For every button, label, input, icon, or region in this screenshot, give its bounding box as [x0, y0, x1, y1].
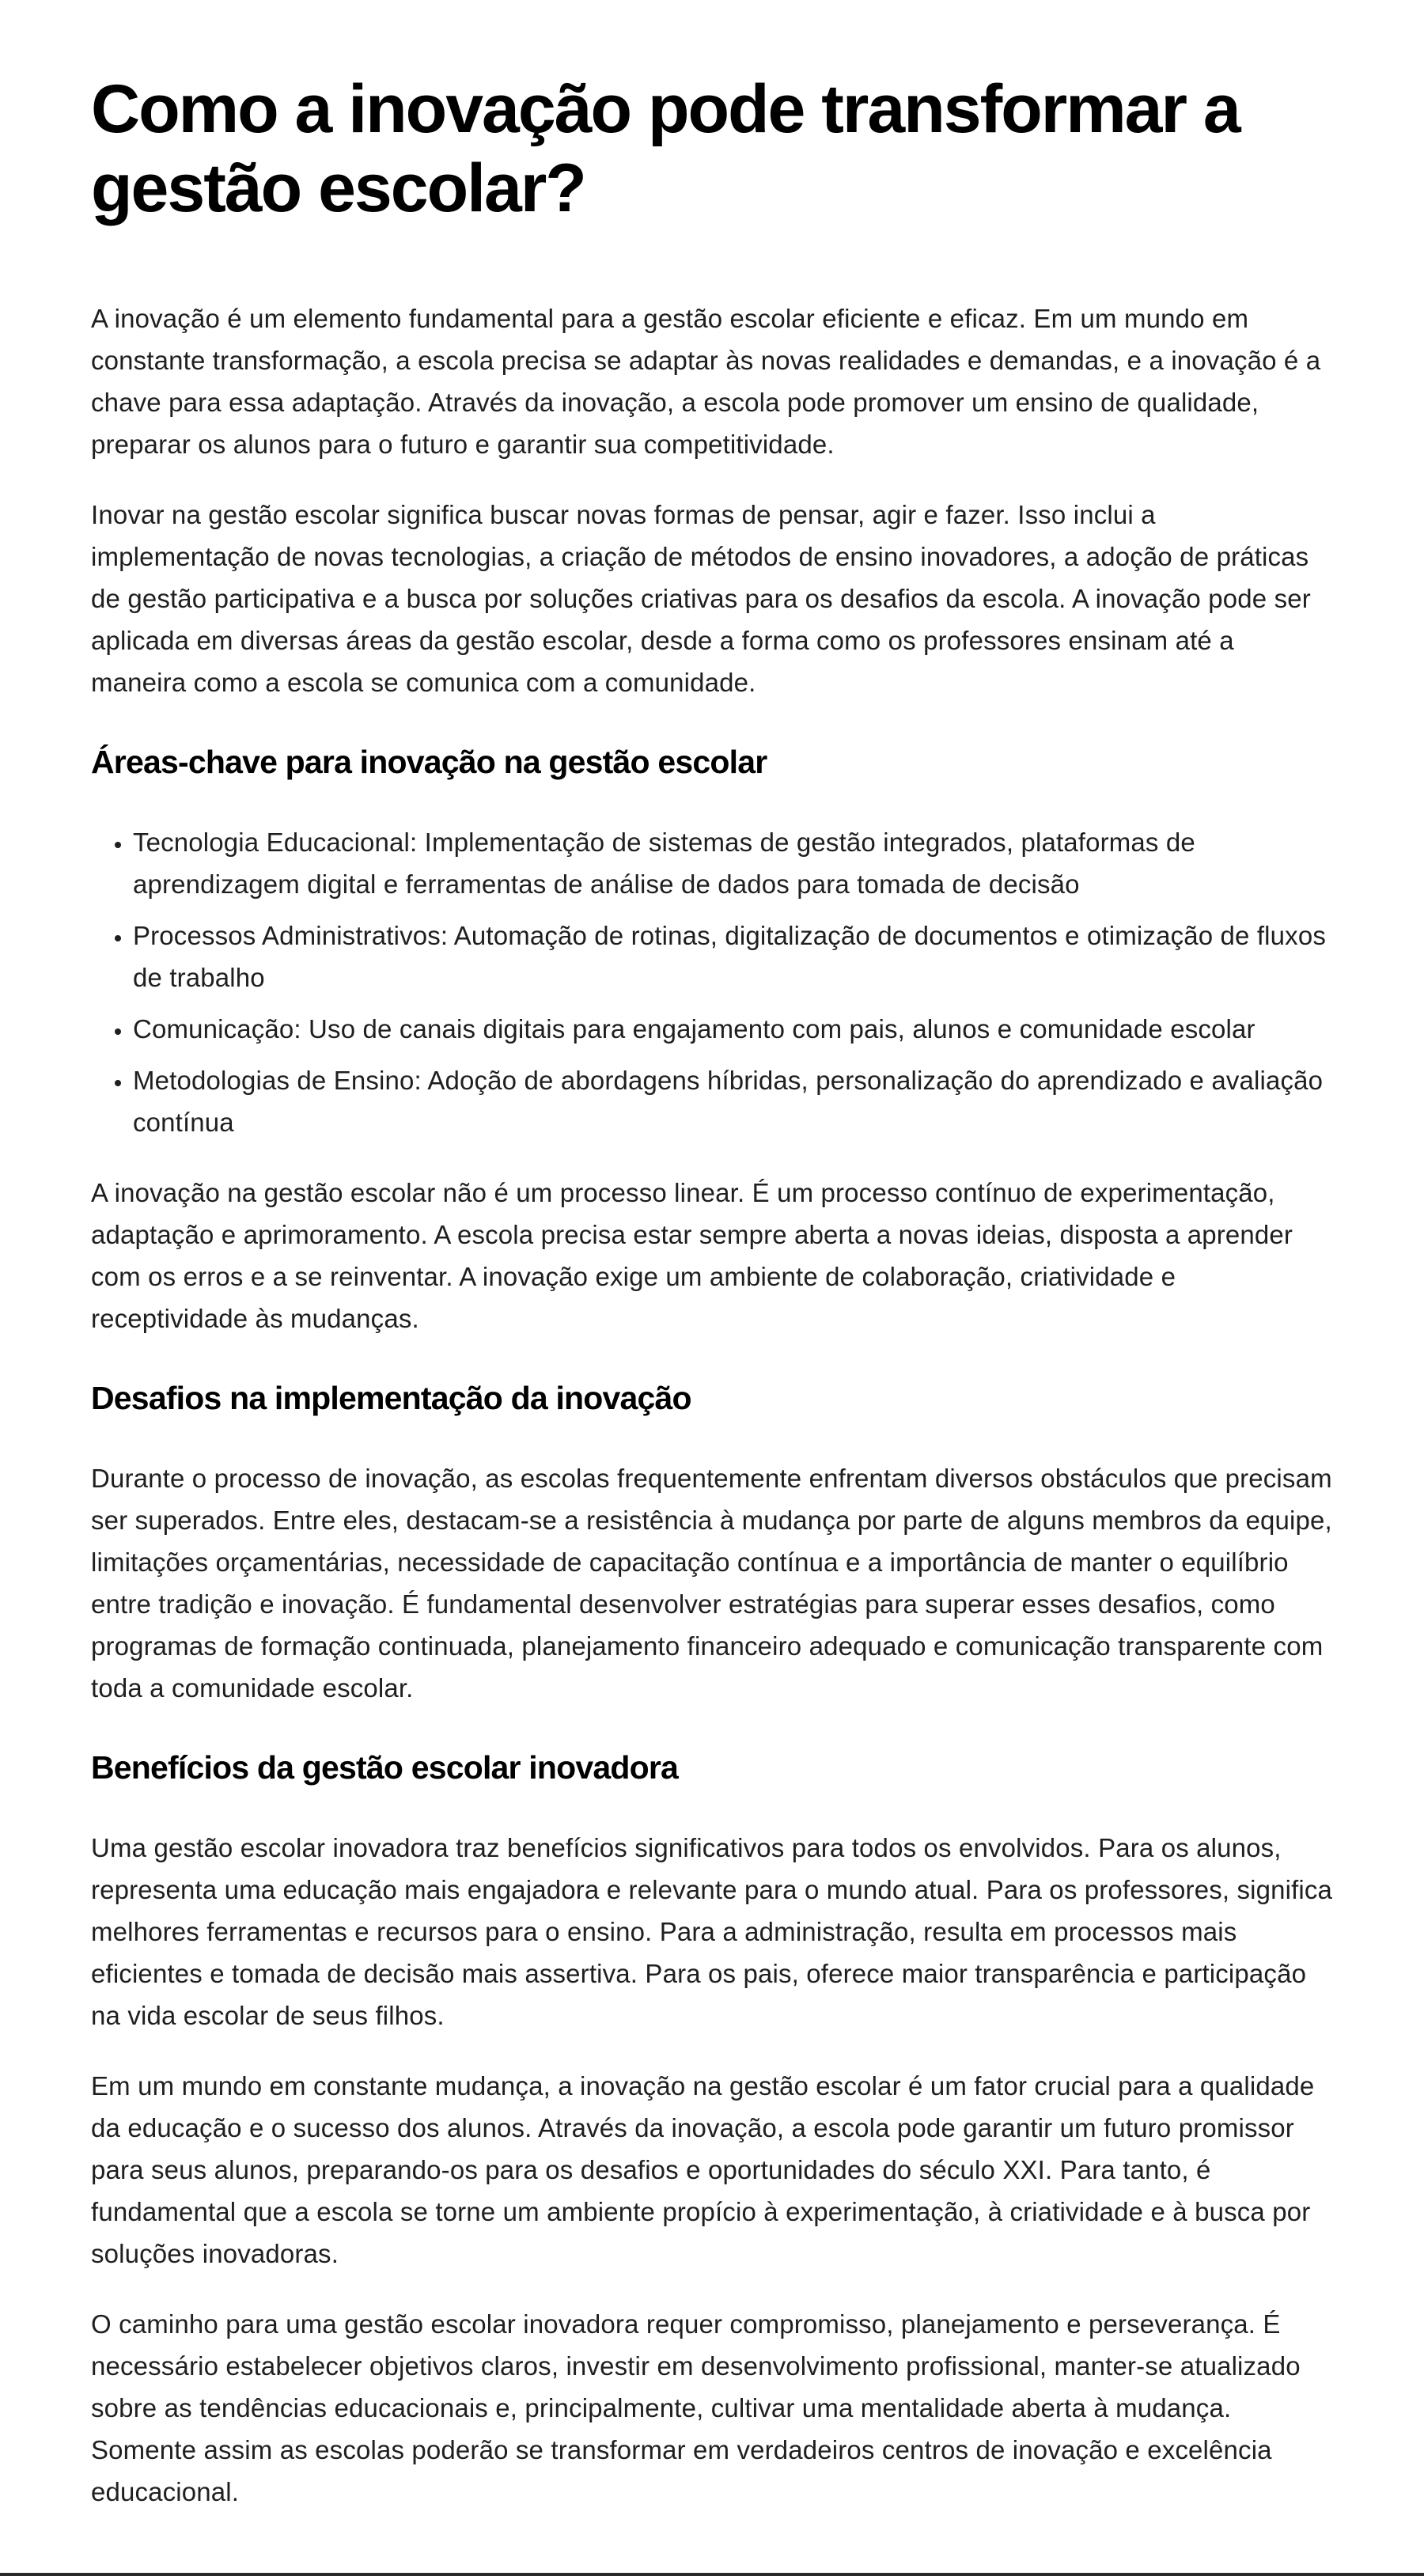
challenges-paragraph: Durante o processo de inovação, as escolas frequentemente enfrentam diversos obstáculos que precisam ser superados. Entre eles, destacam-se a resistência à mudança por parte de alguns membros da equipe, limitações orçamentárias, necessidade de capacitação contínua e a importância de manter o equilíbrio entre tradição e inovação. É fundamental desenvolver estratégias para superar esses desafios, como programas de formação continuada, planejamento financeiro adequado e comunicação transparente com toda a comunidade escolar.	[91, 1464, 1332, 1703]
list-item: • Comunicação: Uso de canais digitais para engajamento com pais, alunos e comunidade escolar	[133, 1008, 1335, 1050]
areas-paragraph: A inovação na gestão escolar não é um processo linear. É um processo contínuo de experimentação, adaptação e aprimoramento. A escola precisa estar sempre aberta a novas ideias, disposta a aprender com os erros e a se reinventar. A inovação exige um ambiente de colaboração, criatividade e receptividade às mudanças.	[91, 1178, 1293, 1333]
list-item: • Processos Administrativos: Automação de rotinas, digitalização de documentos e otimização de fluxos de trabalho	[133, 915, 1335, 998]
list-item: • Metodologias de Ensino: Adoção de abordagens híbridas, personalização do aprendizado e avaliação contínua	[133, 1059, 1335, 1143]
page-title: Como a inovação pode transformar a gestão escolar?	[91, 71, 1240, 226]
section-heading-challenges: Desafios na implementação da inovação	[91, 1380, 691, 1416]
section-heading-areas: Áreas-chave para inovação na gestão escolar	[91, 744, 767, 780]
intro-paragraph: A inovação é um elemento fundamental para a gestão escolar eficiente e eficaz. Em um mundo em constante transformação, a escola precisa se adaptar às novas realidades e demandas, e a inovação é a chave para essa adaptação. Através da inovação, a escola pode promover um ensino de qualidade, preparar os alunos para o futuro e garantir sua competitividade.	[91, 304, 1321, 459]
intro-paragraph: Inovar na gestão escolar significa buscar novas formas de pensar, agir e fazer. Isso inclui a implementação de novas tecnologias, a criação de métodos de ensino inovadores, a adoção de práticas de gestão participativa e a busca por soluções criativas para os desafios da escola. A inovação pode ser aplicada em diversas áreas da gestão escolar, desde a forma como os professores ensinam até a maneira como a escola se comunica com a comunidade.	[91, 500, 1311, 697]
article	[91, 70, 1335, 2541]
benefits-paragraph: Em um mundo em constante mudança, a inovação na gestão escolar é um fator crucial para a qualidade da educação e o sucesso dos alunos. Através da inovação, a escola pode garantir um futuro promissor para seus alunos, preparando-os para os desafios e oportunidades do século XXI. Para tanto, é fundamental que a escola se torne um ambiente propício à experimentação, à criatividade e à busca por soluções inovadoras.	[91, 2071, 1315, 2268]
benefits-paragraph: O caminho para uma gestão escolar inovadora requer compromisso, planejamento e perseverança. É necessário estabelecer objetivos claros, investir em desenvolvimento profissional, manter-se atualizado sobre as tendências educacionais e, principalmente, cultivar uma mentalidade aberta à mudança. Somente assim as escolas poderão se transformar em verdadeiros centros de inovação e excelência educacional.	[91, 2309, 1301, 2506]
benefits-paragraph: Uma gestão escolar inovadora traz benefícios significativos para todos os envolvidos. Para os alunos, representa uma educação mais engajadora e relevante para o mundo atual. Para os professores, significa melhores ferramentas e recursos para o ensino. Para a administração, resulta em processos mais eficientes e tomada de decisão mais assertiva. Para os pais, oferece maior transparência e participação na vida escolar de seus filhos.	[91, 1833, 1333, 2030]
section-heading-benefits: Benefícios da gestão escolar inovadora	[91, 1749, 679, 1786]
list-item: • Tecnologia Educacional: Implementação de sistemas de gestão integrados, plataformas de aprendizagem digital e ferramentas de análise de dados para tomada de decisão	[133, 821, 1335, 905]
key-areas-list	[91, 821, 1335, 1143]
bottom-divider	[0, 2573, 1424, 2576]
